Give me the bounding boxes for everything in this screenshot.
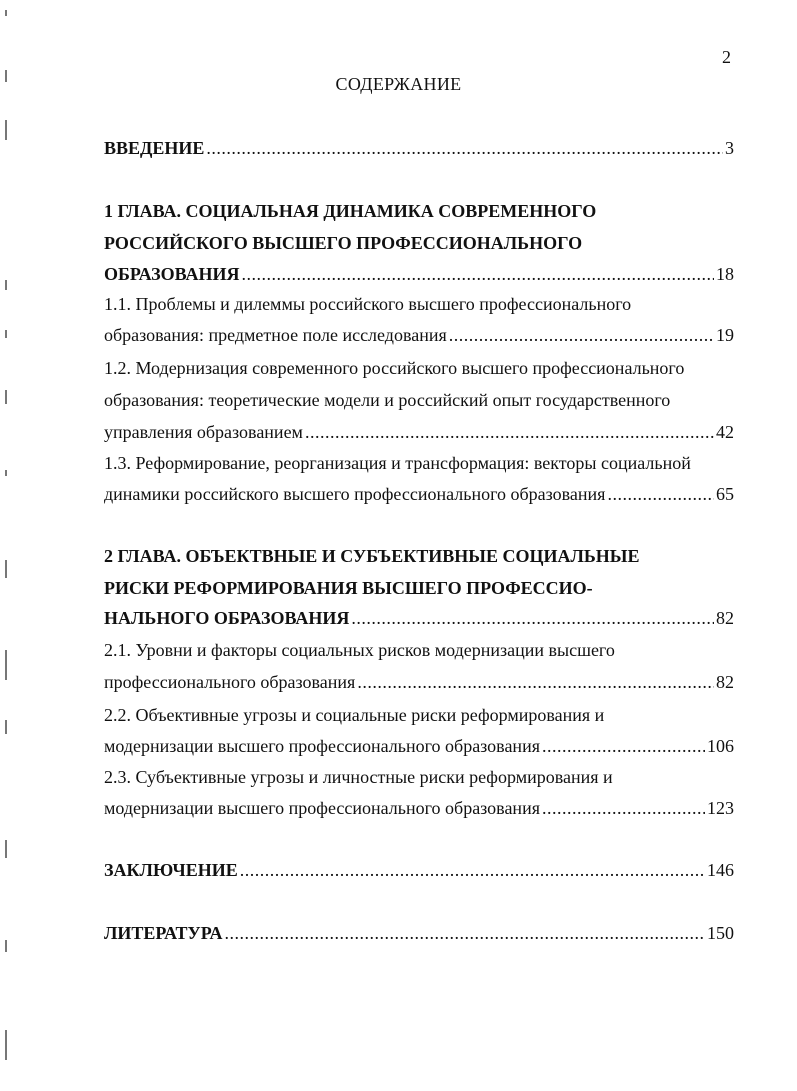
toc-entry-chapter2[interactable] xyxy=(104,606,734,630)
chapter1-heading-line1[interactable]: 1 ГЛАВА. СОЦИАЛЬНАЯ ДИНАМИКА СОВРЕМЕННОГО xyxy=(104,201,597,221)
toc-entry-text: ОБРАЗОВАНИЯ xyxy=(104,264,240,284)
dot-leader xyxy=(242,262,714,286)
toc-page-number: 146 xyxy=(707,860,734,880)
chapter2-heading-line1[interactable]: 2 ГЛАВА. ОБЪЕКТВНЫЕ И СУБЪЕКТИВНЫЕ СОЦИАЛЬНЫЕ xyxy=(104,546,640,566)
toc-page-number: 18 xyxy=(716,264,734,284)
toc-page-number: 3 xyxy=(725,138,734,158)
section-1-2-line2[interactable]: образования: теоретические модели и российский опыт государственного xyxy=(104,390,671,410)
toc-entry-text: образования: предметное поле исследования xyxy=(104,325,447,345)
page-title: СОДЕРЖАНИЕ xyxy=(335,74,462,94)
toc-page-number: 123 xyxy=(707,798,734,818)
dot-leader xyxy=(542,734,705,758)
toc-entry-chapter1[interactable] xyxy=(104,262,734,286)
toc-page-number: 82 xyxy=(716,672,734,692)
toc-entry-text: ЛИТЕРАТУРА xyxy=(104,923,223,943)
toc-entry-introduction[interactable] xyxy=(104,136,734,160)
page-number: 2 xyxy=(722,47,731,67)
toc-entry-conclusion[interactable] xyxy=(104,858,734,882)
toc-entry-section-2-3[interactable] xyxy=(104,796,734,820)
toc-entry-text: управления образованием xyxy=(104,422,303,442)
toc-entry-text: модернизации высшего профессионального образования xyxy=(104,736,540,756)
toc-entry-text: ЗАКЛЮЧЕНИЕ xyxy=(104,860,238,880)
toc-entry-text: динамики российского высшего профессионального образования xyxy=(104,484,606,504)
toc-entry-text: НАЛЬНОГО ОБРАЗОВАНИЯ xyxy=(104,608,350,628)
toc-page-number: 82 xyxy=(716,608,734,628)
toc-page-number: 150 xyxy=(707,923,734,943)
chapter1-heading-line2[interactable]: РОССИЙСКОГО ВЫСШЕГО ПРОФЕССИОНАЛЬНОГО xyxy=(104,233,583,253)
toc-entry-text: модернизации высшего профессионального образования xyxy=(104,798,540,818)
toc-page-number: 42 xyxy=(716,422,734,442)
toc-entry-section-1-1[interactable] xyxy=(104,323,734,347)
dot-leader xyxy=(224,921,705,945)
chapter2-heading-line2[interactable]: РИСКИ РЕФОРМИРОВАНИЯ ВЫСШЕГО ПРОФЕССИО- xyxy=(104,578,593,598)
toc-entry-section-1-2[interactable] xyxy=(104,420,734,444)
toc-entry-literature[interactable] xyxy=(104,921,734,945)
dot-leader xyxy=(351,606,714,630)
scan-edge-artifact xyxy=(0,0,14,1091)
section-2-2-line1[interactable]: 2.2. Объективные угрозы и социальные риски реформирования и xyxy=(104,705,605,725)
section-2-3-line1[interactable]: 2.3. Субъективные угрозы и личностные риски реформирования и xyxy=(104,767,613,787)
toc-page-number: 106 xyxy=(707,736,734,756)
toc-entry-section-2-1[interactable] xyxy=(104,670,734,694)
section-2-1-line1[interactable]: 2.1. Уровни и факторы социальных рисков модернизации высшего xyxy=(104,640,615,660)
dot-leader xyxy=(357,670,714,694)
toc-entry-text: ВВЕДЕНИЕ xyxy=(104,138,205,158)
toc-entry-text: профессионального образования xyxy=(104,672,356,692)
dot-leader xyxy=(449,323,714,347)
dot-leader xyxy=(305,420,714,444)
toc-entry-section-1-3[interactable] xyxy=(104,482,734,506)
dot-leader xyxy=(607,482,714,506)
toc-entry-section-2-2[interactable] xyxy=(104,734,734,758)
section-1-2-line1[interactable]: 1.2. Модернизация современного российского высшего профессионального xyxy=(104,358,685,378)
toc-page-number: 65 xyxy=(716,484,734,504)
toc-page-number: 19 xyxy=(716,325,734,345)
section-1-1-line1[interactable]: 1.1. Проблемы и дилеммы российского высшего профессионального xyxy=(104,294,632,314)
dot-leader xyxy=(240,858,705,882)
dot-leader xyxy=(542,796,705,820)
dot-leader xyxy=(206,136,723,160)
section-1-3-line1[interactable]: 1.3. Реформирование, реорганизация и трансформация: векторы социальной xyxy=(104,453,691,473)
